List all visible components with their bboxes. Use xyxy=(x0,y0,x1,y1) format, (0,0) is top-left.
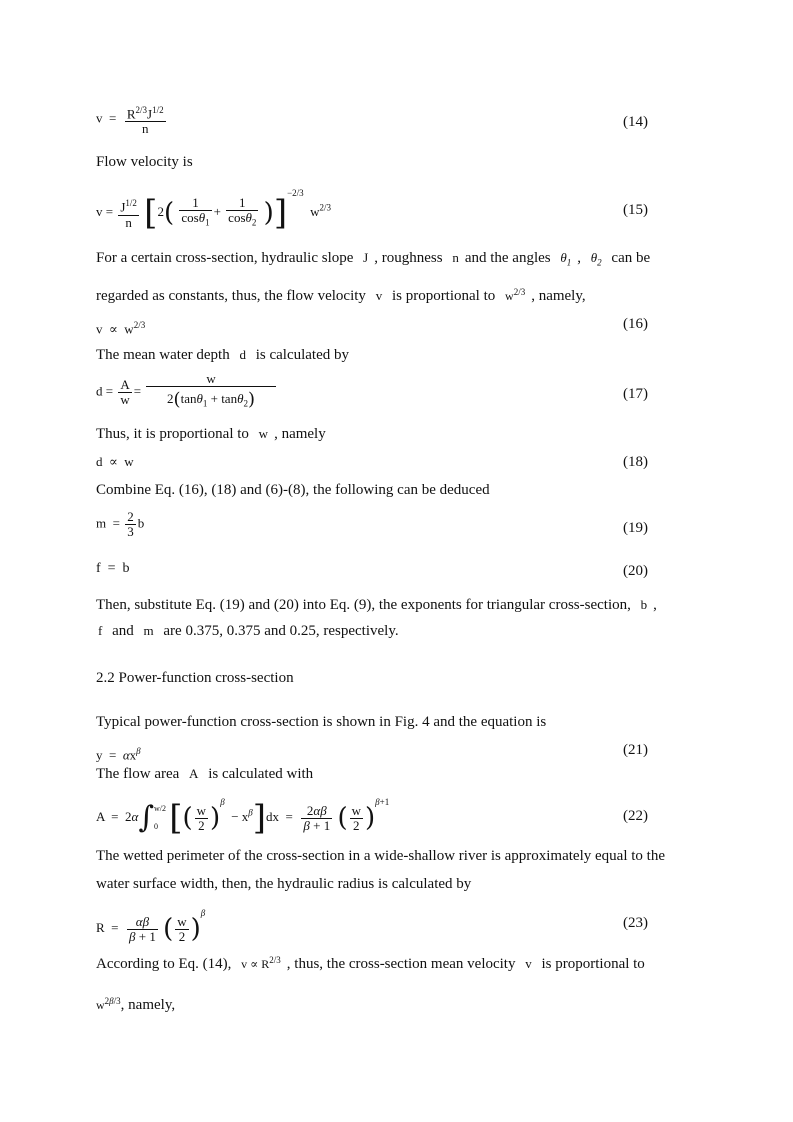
equation-number-20: (20) xyxy=(623,563,648,579)
text-namely-line: $w^{2\beta/3}$, namely, xyxy=(96,996,176,1013)
text-wetted-line-2: water surface width, then, the hydraulic radius is calculated by xyxy=(96,876,472,892)
equation-20: f = b xyxy=(96,561,130,576)
text-segment: The mean water depth xyxy=(96,347,230,363)
equation-14: v = $\frac{R^{2/3}J^{1/2}}{n}$ xyxy=(96,105,164,137)
text-segment: , roughness xyxy=(374,250,443,266)
equation-number-23: (23) xyxy=(623,915,648,931)
text-mean-depth-line: The mean water depth d is calculated by xyxy=(96,347,349,363)
text-segment: are 0.375, 0.375 and 0.25, respectively. xyxy=(163,623,399,639)
text-segment: and the angles xyxy=(464,250,551,266)
text-segment: Then, substitute Eq. (19) and (20) into Eq. (9), the exponents for triangular cross-section, xyxy=(96,597,631,613)
text-segment: For a certain cross-section, hydraulic slope xyxy=(96,250,354,266)
equation-number-18: (18) xyxy=(623,454,648,470)
text-certain-line: For a certain cross-section, hydraulic slope J , roughness n and the angles $\theta_1$ , $\theta_2$ can be xyxy=(96,250,651,268)
equation-number-19: (19) xyxy=(623,520,648,536)
equation-19: m = $\frac{2}{3}$ b xyxy=(96,509,145,539)
equation-16: $v \propto w^{2/3}$ xyxy=(96,320,146,337)
equation-17: d = $\frac{A}{w}$ = $\frac{w}{2(\tan\theta_1 + \tan\theta_2)}$ xyxy=(96,372,278,413)
equation-21: $y = \alpha x^\beta$ xyxy=(96,746,141,763)
equation-15: v = $\frac{J^{1/2}}{n}$ [2( $\frac{1}{\cos\theta_1}$ + $\frac{1}{\cos\theta_2}$ )]$^{-2/3}$ $w^{2/3}$ xyxy=(96,188,332,234)
text-then-line-1: Then, substitute Eq. (19) and (20) into Eq. (9), the exponents for triangular cross-section, b , xyxy=(96,597,657,613)
text-segment: , namely, xyxy=(531,288,586,304)
section-heading-2-2: 2.2 Power-function cross-section xyxy=(96,670,294,686)
equation-number-14: (14) xyxy=(623,114,648,130)
text-segment: is calculated with xyxy=(208,766,314,782)
text-segment: , namely, xyxy=(120,997,176,1013)
text-combine: Combine Eq. (16), (18) and (6)-(8), the following can be deduced xyxy=(96,482,490,498)
equation-18: d ∝ w xyxy=(96,454,134,469)
text-according-line: According to Eq. (14), $v \propto R^{2/3}$ , thus, the cross-section mean velocity v is proportional to xyxy=(96,955,645,972)
equation-number-21: (21) xyxy=(623,742,648,758)
text-segment: is proportional to xyxy=(541,956,645,972)
equation-number-16: (16) xyxy=(623,316,648,332)
text-segment: , thus, the cross-section mean velocity xyxy=(286,956,516,972)
text-then-line-2: f and m are 0.375, 0.375 and 0.25, respectively. xyxy=(98,623,399,639)
text-wetted-line-1: The wetted perimeter of the cross-section in a wide-shallow river is approximately equal to the xyxy=(96,848,665,864)
text-segment: and xyxy=(112,623,134,639)
equation-number-22: (22) xyxy=(623,808,648,824)
text-flow-velocity: Flow velocity is xyxy=(96,154,193,170)
text-typical: Typical power-function cross-section is shown in Fig. 4 and the equation is xyxy=(96,714,547,730)
equation-number-17: (17) xyxy=(623,386,648,402)
equation-22: A = 2α∫ w/2 0 [( $\frac{w}{2}$ )$^\beta - x^\beta]dx$ = $\frac{2\alpha\beta}{\beta + 1}$ ( $\frac{w}{2}$ )$^{\beta+1}$ xyxy=(96,797,390,839)
text-segment: According to Eq. (14), xyxy=(96,956,232,972)
text-segment: Thus, it is proportional to xyxy=(96,426,249,442)
text-segment: is proportional to xyxy=(391,288,496,304)
text-segment: The flow area xyxy=(96,766,180,782)
text-segment: , namely xyxy=(274,426,326,442)
equation-23: R = $\frac{\alpha\beta}{\beta + 1}$ ( $\frac{w}{2}$ )$^\beta$ xyxy=(96,908,206,945)
text-flow-area-line: The flow area A is calculated with xyxy=(96,766,314,782)
text-regarded-line: regarded as constants, thus, the flow velocity v is proportional to $w^{2/3}$ , namely, xyxy=(96,287,586,304)
text-thus-line: Thus, it is proportional to w , namely xyxy=(96,426,326,442)
text-segment: can be xyxy=(611,250,651,266)
equation-number-15: (15) xyxy=(623,202,648,218)
text-segment: is calculated by xyxy=(255,347,349,363)
text-segment: regarded as constants, thus, the flow velocity xyxy=(96,288,366,304)
